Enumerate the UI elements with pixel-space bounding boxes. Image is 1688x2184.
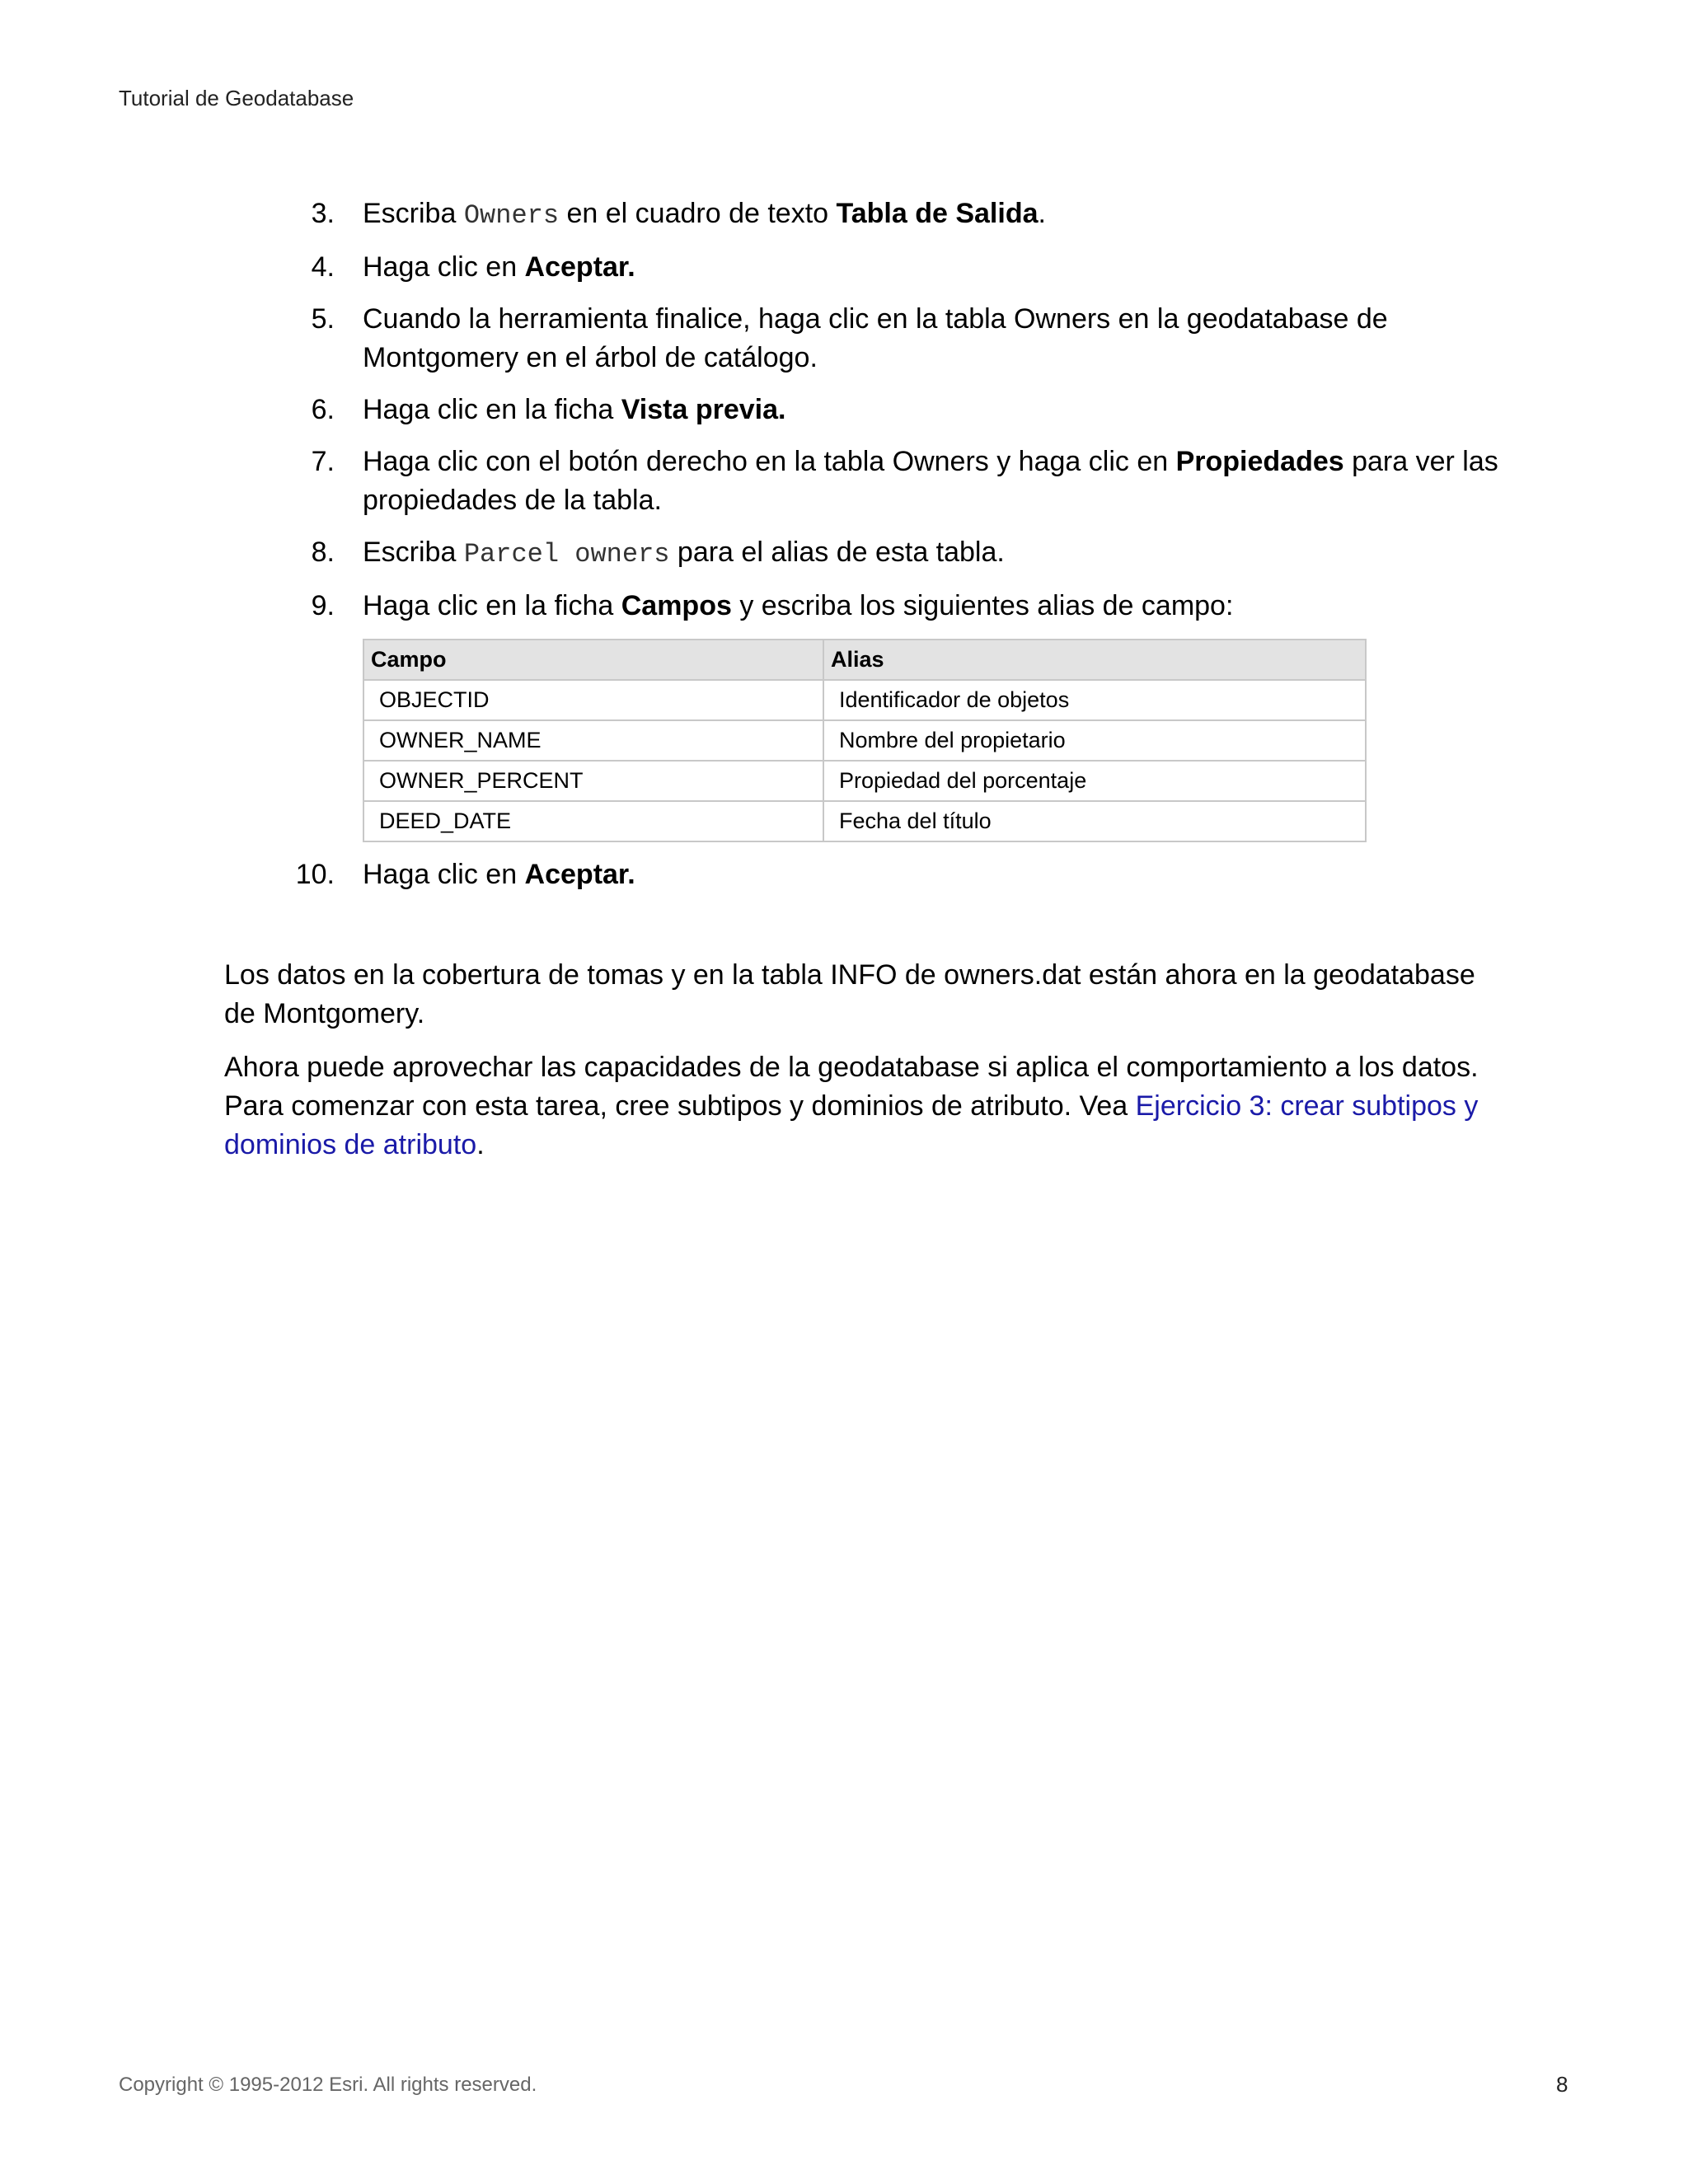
paragraph-text: Ahora puede aprovechar las capacidades de la geodatabase si aplica el comportamiento a los datos. Para comenzar con esta tarea, cree subtipos y dominios de atributo. Vea [224,1052,1479,1122]
step-text: Haga clic con el botón derecho en la tabla Owners y haga clic en [363,446,1176,477]
step-text: Haga clic en la ficha [363,394,621,425]
step-text: y escriba los siguientes alias de campo: [731,590,1234,621]
summary-paragraph: Los datos en la cobertura de tomas y en la tabla INFO de owners.dat están ahora en la geodatabase de Montgomery. [224,959,1475,1029]
table-row [363,761,1366,801]
code-text: Owners [463,200,560,231]
alias-cell: Nombre del propietario [823,720,1366,761]
step-7 [224,443,1510,520]
step-8 [224,533,1510,574]
header-title: Tutorial de Geodatabase [119,86,354,110]
field-name-cell: OWNER_NAME [363,720,823,761]
step-number: 3. [311,198,335,229]
step-number: 6. [311,394,335,425]
table-header-row [363,640,1366,680]
step-6 [224,391,1510,429]
ui-term: Tabla de Salida [836,198,1039,229]
alias-cell: Propiedad del porcentaje [823,761,1366,801]
step-text: Escriba [363,537,464,568]
step-10 [224,855,1510,894]
next-step-paragraph [224,1048,1510,1165]
step-text: Haga clic en la ficha [363,590,621,621]
step-text: para el alias de esta tabla. [669,537,1005,568]
column-header-alias: Alias [823,640,1366,680]
step-text: Haga clic en [363,859,525,890]
ui-term: Campos [621,590,732,621]
table-row [363,801,1366,841]
step-text: . [1038,198,1046,229]
step-text: Haga clic en [363,251,525,283]
alias-cell: Fecha del título [823,801,1366,841]
field-name-cell: DEED_DATE [363,801,823,841]
step-4 [224,248,1510,287]
alias-cell: Identificador de objetos [823,680,1366,720]
step-text: para ver las propiedades de la tabla. [363,446,1498,516]
step-number: 7. [311,446,335,477]
table-row [363,680,1366,720]
step-number: 9. [311,590,335,621]
field-name-cell: OWNER_PERCENT [363,761,823,801]
ui-term: Aceptar. [524,859,635,890]
step-number: 8. [311,537,335,568]
field-name-cell: OBJECTID [363,680,823,720]
step-text: Escriba [363,198,464,229]
step-3 [224,194,1510,235]
exercise-3-link[interactable]: Ejercicio 3: crear subtipos y dominios de atributo [224,1090,1479,1160]
step-number: 4. [311,251,335,283]
code-text: Parcel owners [463,539,670,569]
paragraph-text: . [476,1129,485,1160]
step-5 [224,300,1510,377]
field-alias-table [363,639,1367,842]
ui-term: Vista previa. [621,394,786,425]
step-9 [224,587,1510,626]
step-number: 5. [311,303,335,335]
step-text: en el cuadro de texto [559,198,837,229]
step-text: Cuando la herramienta finalice, haga clic en la tabla Owners en la geodatabase de Montgomery en el árbol de catálogo. [363,303,1388,373]
page-number: 8 [1556,2072,1568,2097]
steps-list [224,194,1510,907]
table-row [363,720,1366,761]
step-number: 10. [295,859,335,890]
ui-term: Aceptar. [524,251,635,283]
ui-term: Propiedades [1175,446,1344,477]
column-header-campo: Campo [363,640,823,680]
footer-copyright: Copyright © 1995-2012 Esri. All rights reserved. [119,2074,537,2096]
